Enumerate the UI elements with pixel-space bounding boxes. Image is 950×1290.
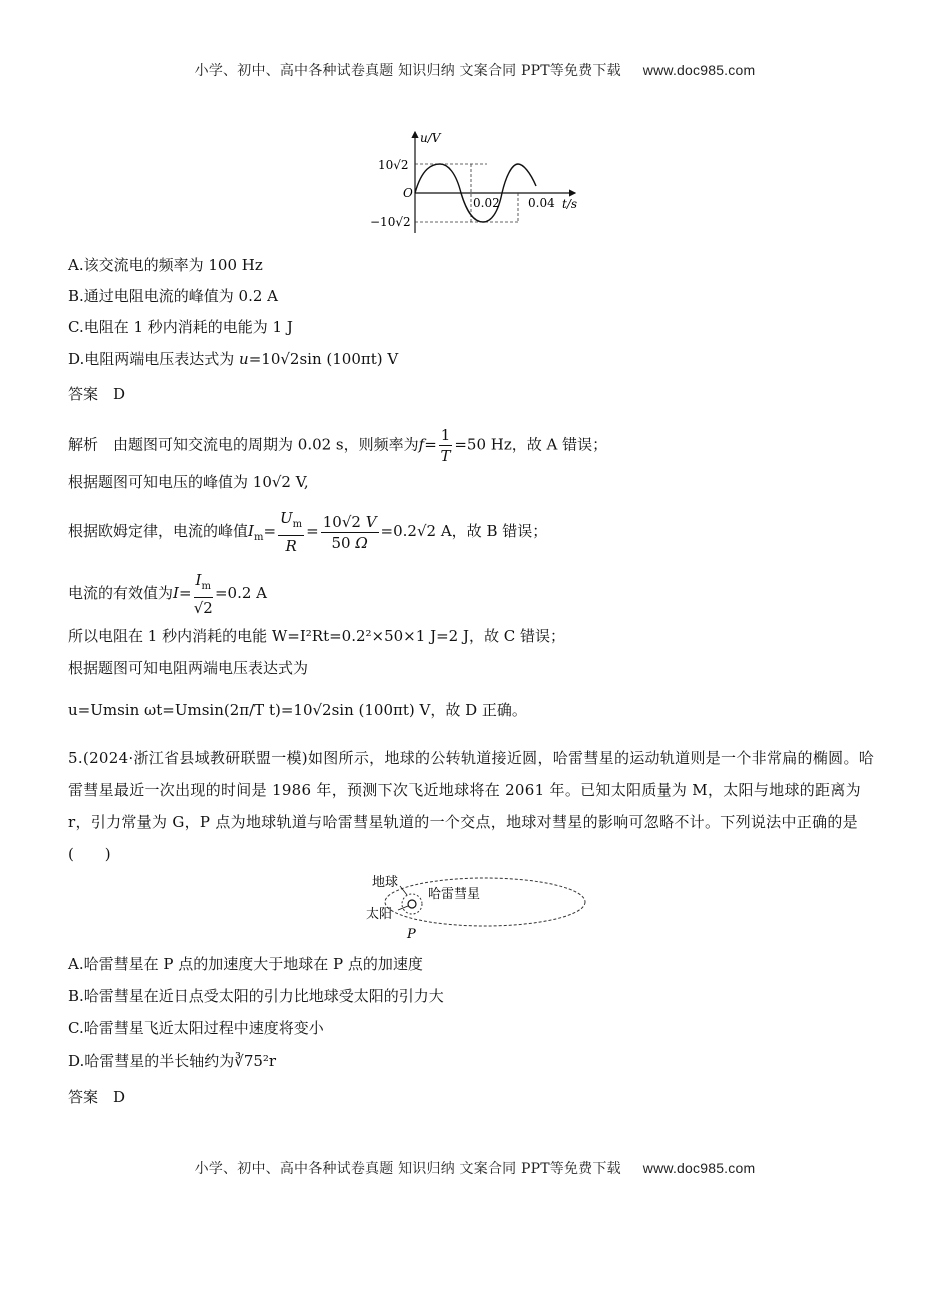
q4-solution-line2: 根据题图可知电压的峰值为 10√2 V, [68,473,309,491]
y-top-label: 10√2 [378,158,409,172]
page-footer [0,1158,950,1178]
voltage-graph [360,128,600,238]
q5-answer: 答案 D [68,1088,126,1106]
y-axis-label: u/V [420,131,441,145]
q5-option-b: B.哈雷彗星在近日点受太阳的引力比地球受太阳的引力大 [68,987,444,1005]
q4-solution-line6: 根据题图可知电阻两端电压表达式为 [68,659,309,677]
header-url[interactable]: www.doc985.com [642,62,756,78]
y-bottom-label: −10√2 [370,215,411,229]
q4-option-c: C.电阻在 1 秒内消耗的电能为 1 J [68,318,293,336]
x-axis-label: t/s [562,197,578,211]
q5-option-c: C.哈雷彗星飞近太阳过程中速度将变小 [68,1019,324,1037]
q4-solution-line1: 解析 由题图可知交流电的周期为 0.02 s，则频率为f= $\frac{1}{T}$ =50 Hz，故 A 错误； [68,426,608,465]
q4-solution-line7: u=Umsin ωt=Umsin(2π/T t)=10√2sin (100πt) V，故 D 正确。 [68,701,527,719]
q5-stem: 5.(2024·浙江省县域教研联盟一模)如图所示，地球的公转轨道接近圆，哈雷彗星的运动轨道则是一个非常扁的椭圆。哈雷彗星最近一次出现的时间是 1986 年，预测下次飞近地球将在 2061 年。已知太阳质量为 M，太阳与地球的距离为 r，引力常量为 G，P 点为地球轨道与哈雷彗星轨道的一个交点，地球对彗星的影响可忽略不计。下列说法中正确的是( ) [68,749,875,863]
earth-label: 地球 [372,875,399,890]
footer-url[interactable]: www.doc985.com [642,1160,756,1176]
q4-option-d: D.电阻两端电压表达式为 u=10√2sin (100πt) V [68,350,399,368]
q5-option-d-root: ∛75²r [234,1052,277,1070]
halley-label: 哈雷彗星 [428,887,481,902]
q4-answer: 答案 D [68,385,126,403]
q5-option-a: A.哈雷彗星在 P 点的加速度大于地球在 P 点的加速度 [68,955,423,973]
q4-solution-line3: 根据欧姆定律，电流的峰值$I_m=$ $\frac{U_m}{R}$ = $\frac{10√2 V}{50 \Omega}$ =0.2√2 A，故 B 错误； [68,509,548,555]
q4-solution-line5: 所以电阻在 1 秒内消耗的电能 W=I²Rt=0.2²×50×1 J=2 J，故 C 错误； [68,627,565,645]
origin-label: O [403,186,413,200]
q4-option-b: B.通过电阻电流的峰值为 0.2 A [68,287,279,305]
header-text: 小学、初中、高中各种试卷真题 知识归纳 文案合同 PPT等免费下载 [194,63,621,79]
q5-option-d: D.哈雷彗星的半长轴约为∛75²r [68,1052,277,1070]
footer-text: 小学、初中、高中各种试卷真题 知识归纳 文案合同 PPT等免费下载 [194,1161,621,1177]
sun-label: 太阳 [366,907,393,922]
x-tick-004: 0.04 [528,196,555,210]
page-header [0,60,950,80]
q4-option-a: A.该交流电的频率为 100 Hz [68,256,263,274]
x-tick-002: 0.02 [473,196,500,210]
sun [408,900,416,908]
p-label: P [407,927,416,942]
q4-solution-line4: 电流的有效值为I= $\frac{I_m}{√2}$ =0.2 A [68,571,267,617]
orbit-diagram [360,870,590,944]
